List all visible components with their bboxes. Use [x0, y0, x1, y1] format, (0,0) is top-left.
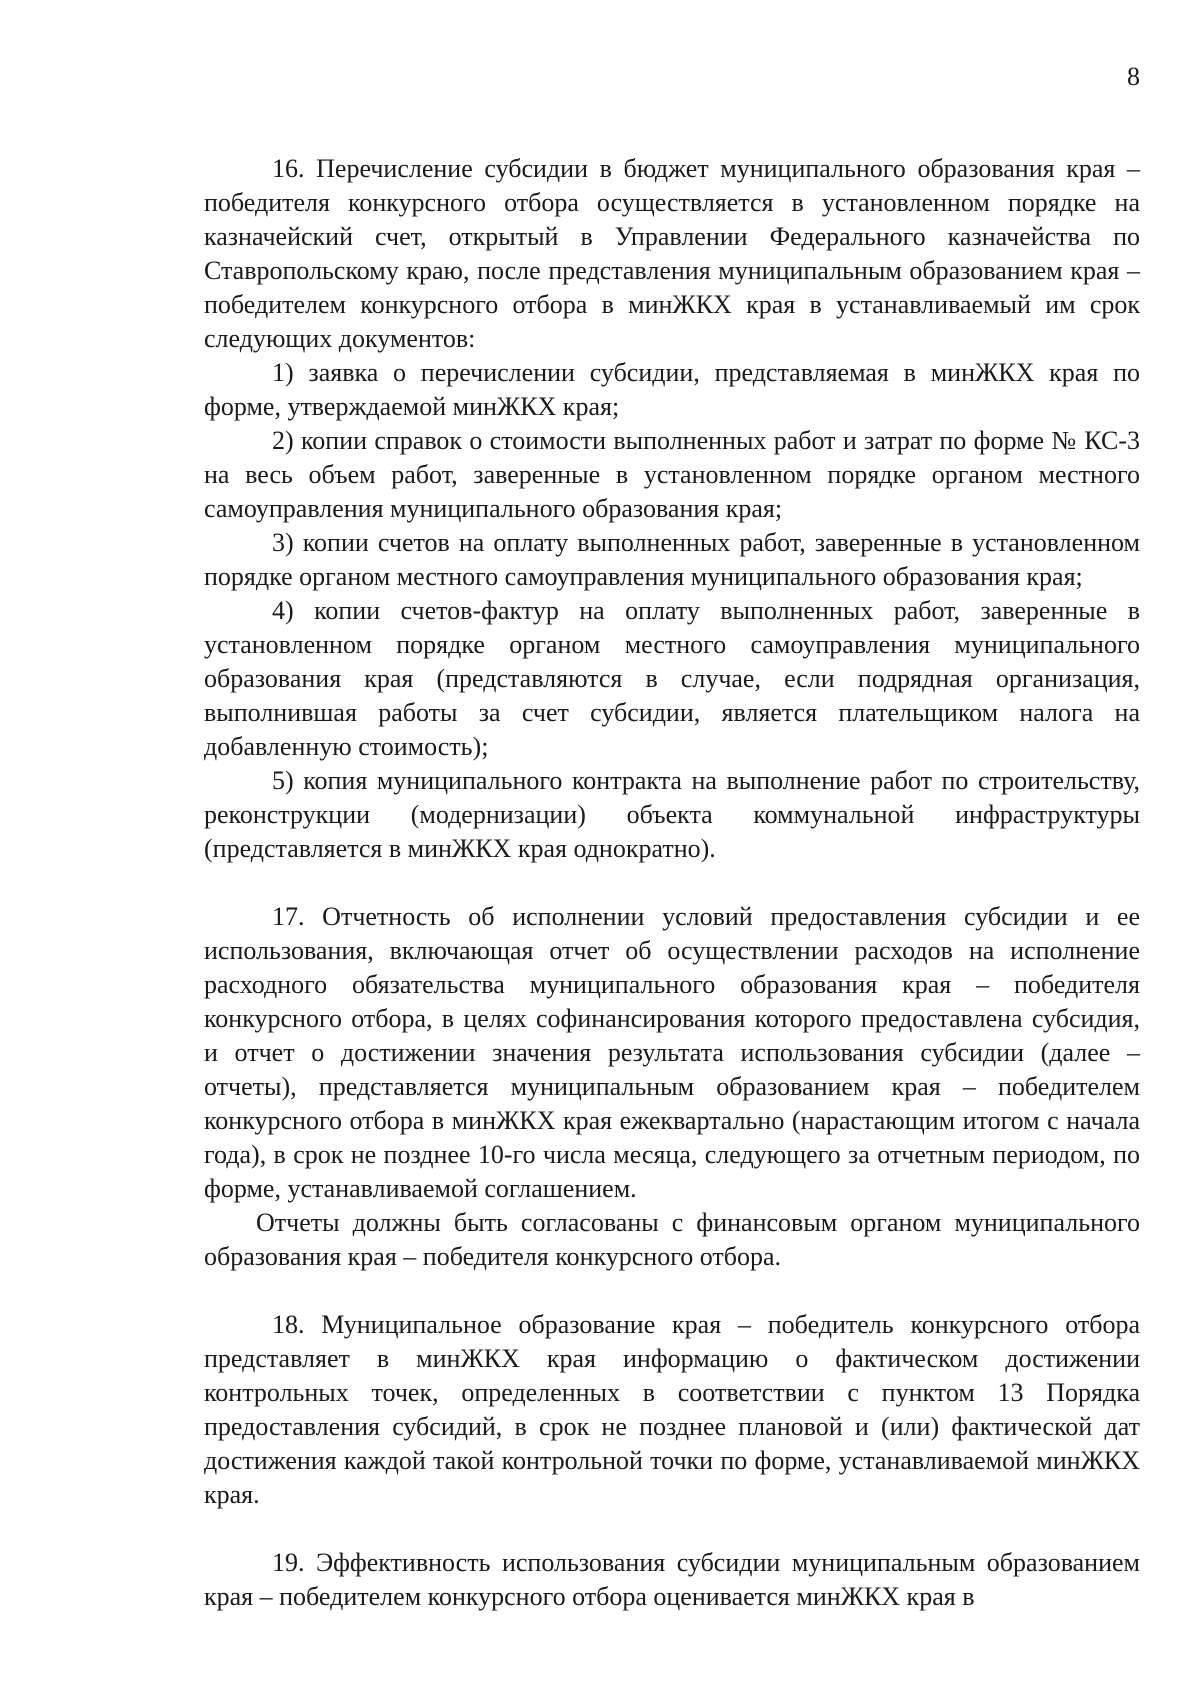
page-number: 8 [1127, 62, 1140, 91]
paragraph-gap [204, 1512, 1140, 1546]
list-item: 4) копии счетов-фактур на оплату выполненных работ, заверенные в установленном порядке органом местного самоуправления муниципального образования края (представляются в случае, если подрядная организация, выполнившая работы за счет субсидии, является плательщиком налога на добавленную стоимость); [204, 596, 1140, 761]
section-19 [204, 1546, 1140, 1614]
list-item: 2) копии справок о стоимости выполненных работ и затрат по форме № КС-3 на весь объем работ, заверенные в установленном порядке органом местного самоуправления муниципального образования края; [204, 426, 1140, 523]
paragraph-16: 16. Перечисление субсидии в бюджет муниципального образования края – победителя конкурсного отбора осуществляется в установленном порядке на казначейский счет, открытый в Управлении Федерального казначейства по Ставропольскому краю, после представления муниципальным образованием края – победителем конкурсного отбора в минЖКХ края в устанавливаемый им срок следующих документов: [204, 154, 1140, 353]
list-item: 3) копии счетов на оплату выполненных работ, заверенные в установленном порядке органом местного самоуправления муниципального образования края; [204, 528, 1140, 591]
paragraph-17-continuation: Отчеты должны быть согласованы с финансовым органом муниципального образования края – победителя конкурсного отбора. [204, 1208, 1140, 1271]
section-18 [204, 1308, 1140, 1512]
section-17 [204, 900, 1140, 1274]
paragraph-gap [204, 1274, 1140, 1308]
paragraph-17: 17. Отчетность об исполнении условий предоставления субсидии и ее использования, включающая отчет об осуществлении расходов на исполнение расходного обязательства муниципального образования края – победителя конкурсного отбора, в целях софинансирования которого предоставлена субсидия, и отчет о достижении значения результата использования субсидии (далее – отчеты), представляется муниципальным образованием края – победителем конкурсного отбора в минЖКХ края ежеквартально (нарастающим итогом с начала года), в срок не позднее 10-го числа месяца, следующего за отчетным периодом, по форме, устанавливаемой соглашением. [204, 902, 1140, 1203]
section-16 [204, 152, 1140, 866]
paragraph-19: 19. Эффективность использования субсидии муниципальным образованием края – победителем конкурсного отбора оценивается минЖКХ края в [204, 1548, 1140, 1611]
list-item: 1) заявка о перечислении субсидии, представляемая в минЖКХ края по форме, утверждаемой минЖКХ края; [204, 358, 1140, 421]
paragraph-18: 18. Муниципальное образование края – победитель конкурсного отбора представляет в минЖКХ края информацию о фактическом достижении контрольных точек, определенных в соответствии с пунктом 13 Порядка предоставления субсидий, в срок не позднее плановой и (или) фактической дат достижения каждой такой контрольной точки по форме, устанавливаемой минЖКХ края. [204, 1310, 1140, 1509]
paragraph-gap [204, 866, 1140, 900]
list-item: 5) копия муниципального контракта на выполнение работ по строительству, реконструкции (модернизации) объекта коммунальной инфраструктуры (представляется в минЖКХ края однократно). [204, 766, 1140, 863]
